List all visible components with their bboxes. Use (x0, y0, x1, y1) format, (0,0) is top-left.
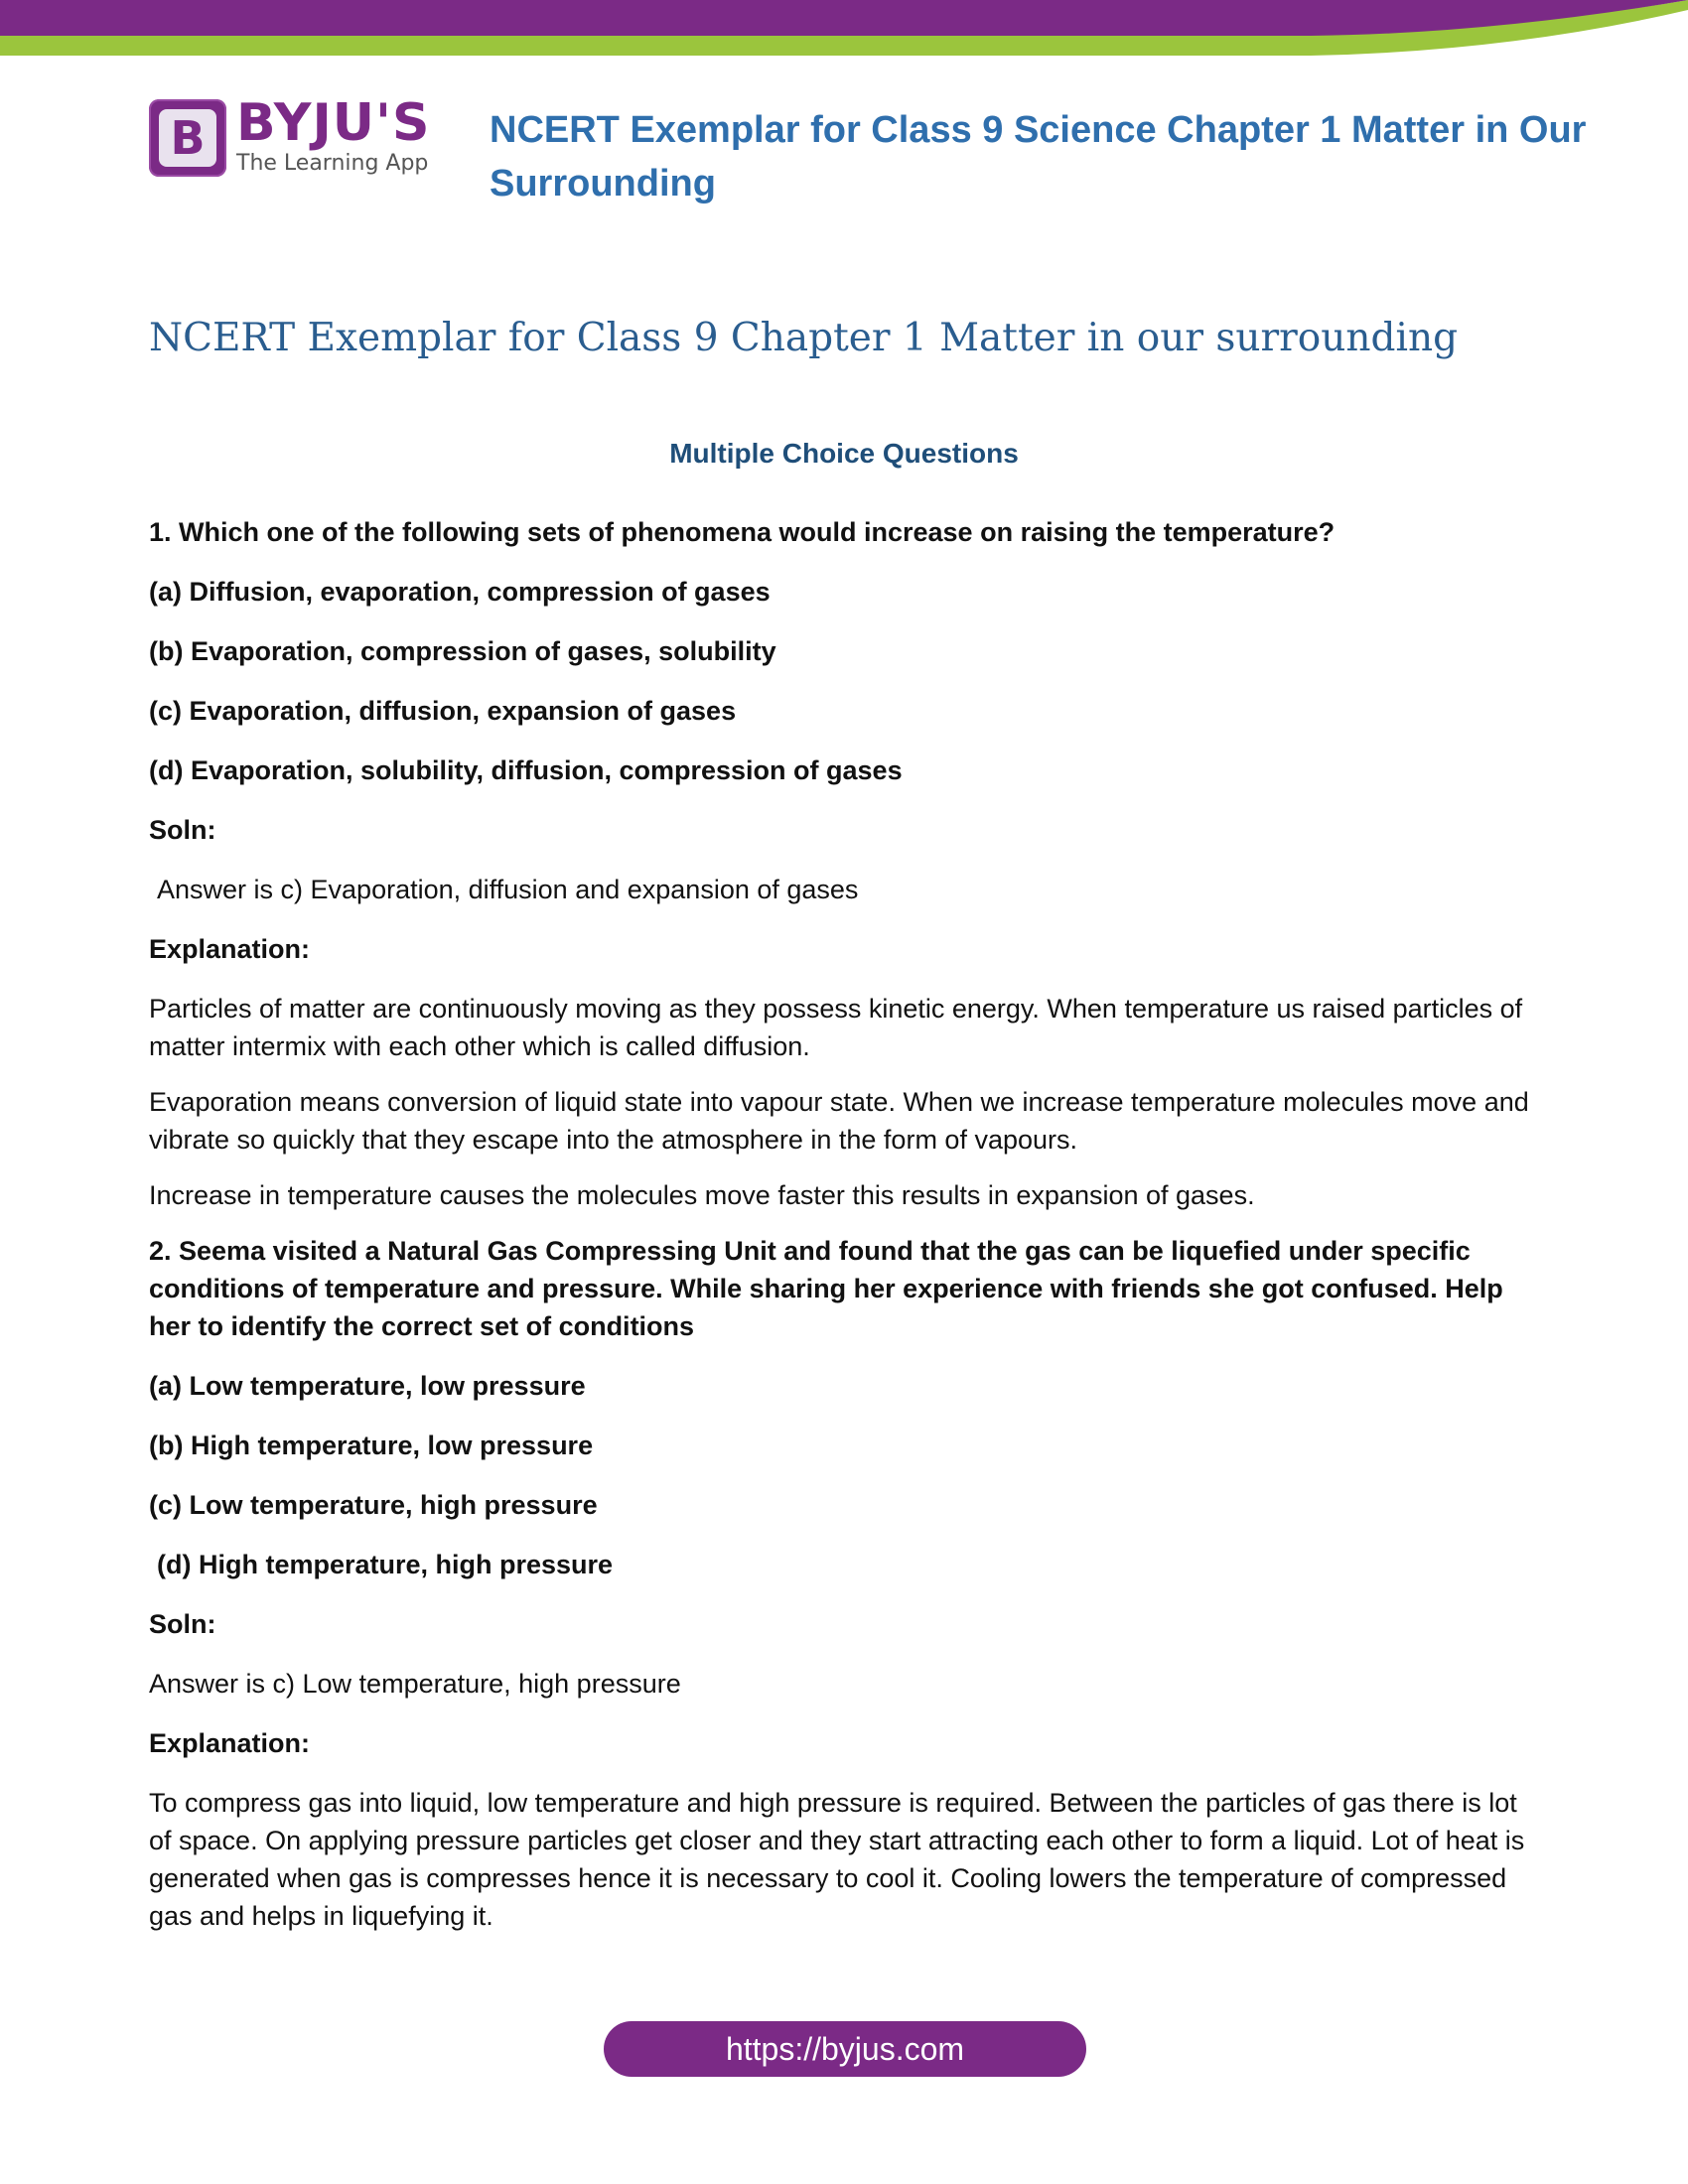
q1-option-c: (c) Evaporation, diffusion, expansion of gases (149, 696, 737, 726)
byjus-logo[interactable] (149, 93, 447, 189)
q1-explanation-paragraph: Particles of matter are continuously moving as they possess kinetic energy. When temperature us raised particles of matter intermix with each other which is called diffusion. (149, 994, 1523, 1061)
q2-explanation-paragraph: To compress gas into liquid, low temperature and high pressure is required. Between the particles of gas there is lot of space. On applying pressure particles get closer and they start attracting each other to form a liquid. Lot of heat is generated when gas is compresses hence it is necessary to cool it. Cooling lowers the temperature of compressed gas and helps in liquefying it. (149, 1788, 1525, 1931)
q1-option-a: (a) Diffusion, evaporation, compression of gases (149, 577, 771, 607)
q1-answer: Answer is c) Evaporation, diffusion and expansion of gases (157, 875, 859, 904)
question-1: 1. Which one of the following sets of phenomena would increase on raising the temperature? (149, 517, 1336, 547)
q2-option-b: (b) High temperature, low pressure (149, 1431, 594, 1460)
q1-explanation-paragraph: Evaporation means conversion of liquid state into vapour state. When we increase temperature molecules move and vibrate so quickly that they escape into the atmosphere in the form of vapours. (149, 1087, 1529, 1155)
q1-option-b: (b) Evaporation, compression of gases, solubility (149, 636, 776, 666)
q2-option-c: (c) Low temperature, high pressure (149, 1490, 598, 1520)
header-title: NCERT Exemplar for Class 9 Science Chapter 1 Matter in Our Surrounding (490, 109, 1587, 205)
footer-url-link[interactable]: https://byjus.com (604, 2021, 1086, 2077)
byjus-logo-icon (149, 99, 226, 177)
document-title: NCERT Exemplar for Class 9 Chapter 1 Matter in our surrounding (149, 316, 1459, 360)
section-heading: Multiple Choice Questions (669, 438, 1019, 469)
document-body (149, 513, 1544, 1953)
q2-option-a: (a) Low temperature, low pressure (149, 1371, 586, 1401)
q1-explanation-label: Explanation: (149, 934, 311, 964)
q2-explanation-label: Explanation: (149, 1728, 311, 1758)
q1-option-d: (d) Evaporation, solubility, diffusion, compression of gases (149, 755, 903, 785)
logo-brand-name: BYJU'S (236, 93, 431, 153)
top-banner-stripe (0, 0, 1688, 69)
page-header (149, 93, 1599, 218)
q2-option-d: (d) High temperature, high pressure (157, 1550, 614, 1579)
q2-soln-label: Soln: (149, 1609, 216, 1639)
q1-explanation-paragraph: Increase in temperature causes the molecules move faster this results in expansion of gases. (149, 1180, 1255, 1210)
q1-soln-label: Soln: (149, 815, 216, 845)
logo-letter: B (159, 109, 216, 167)
logo-tagline: The Learning App (236, 151, 429, 176)
question-2: 2. Seema visited a Natural Gas Compressing Unit and found that the gas can be liquefied under specific conditions of temperature and pressure. While sharing her experience with friends she got confused. Help her to identify the correct set of conditions (149, 1236, 1503, 1341)
q2-answer: Answer is c) Low temperature, high pressure (149, 1669, 681, 1699)
